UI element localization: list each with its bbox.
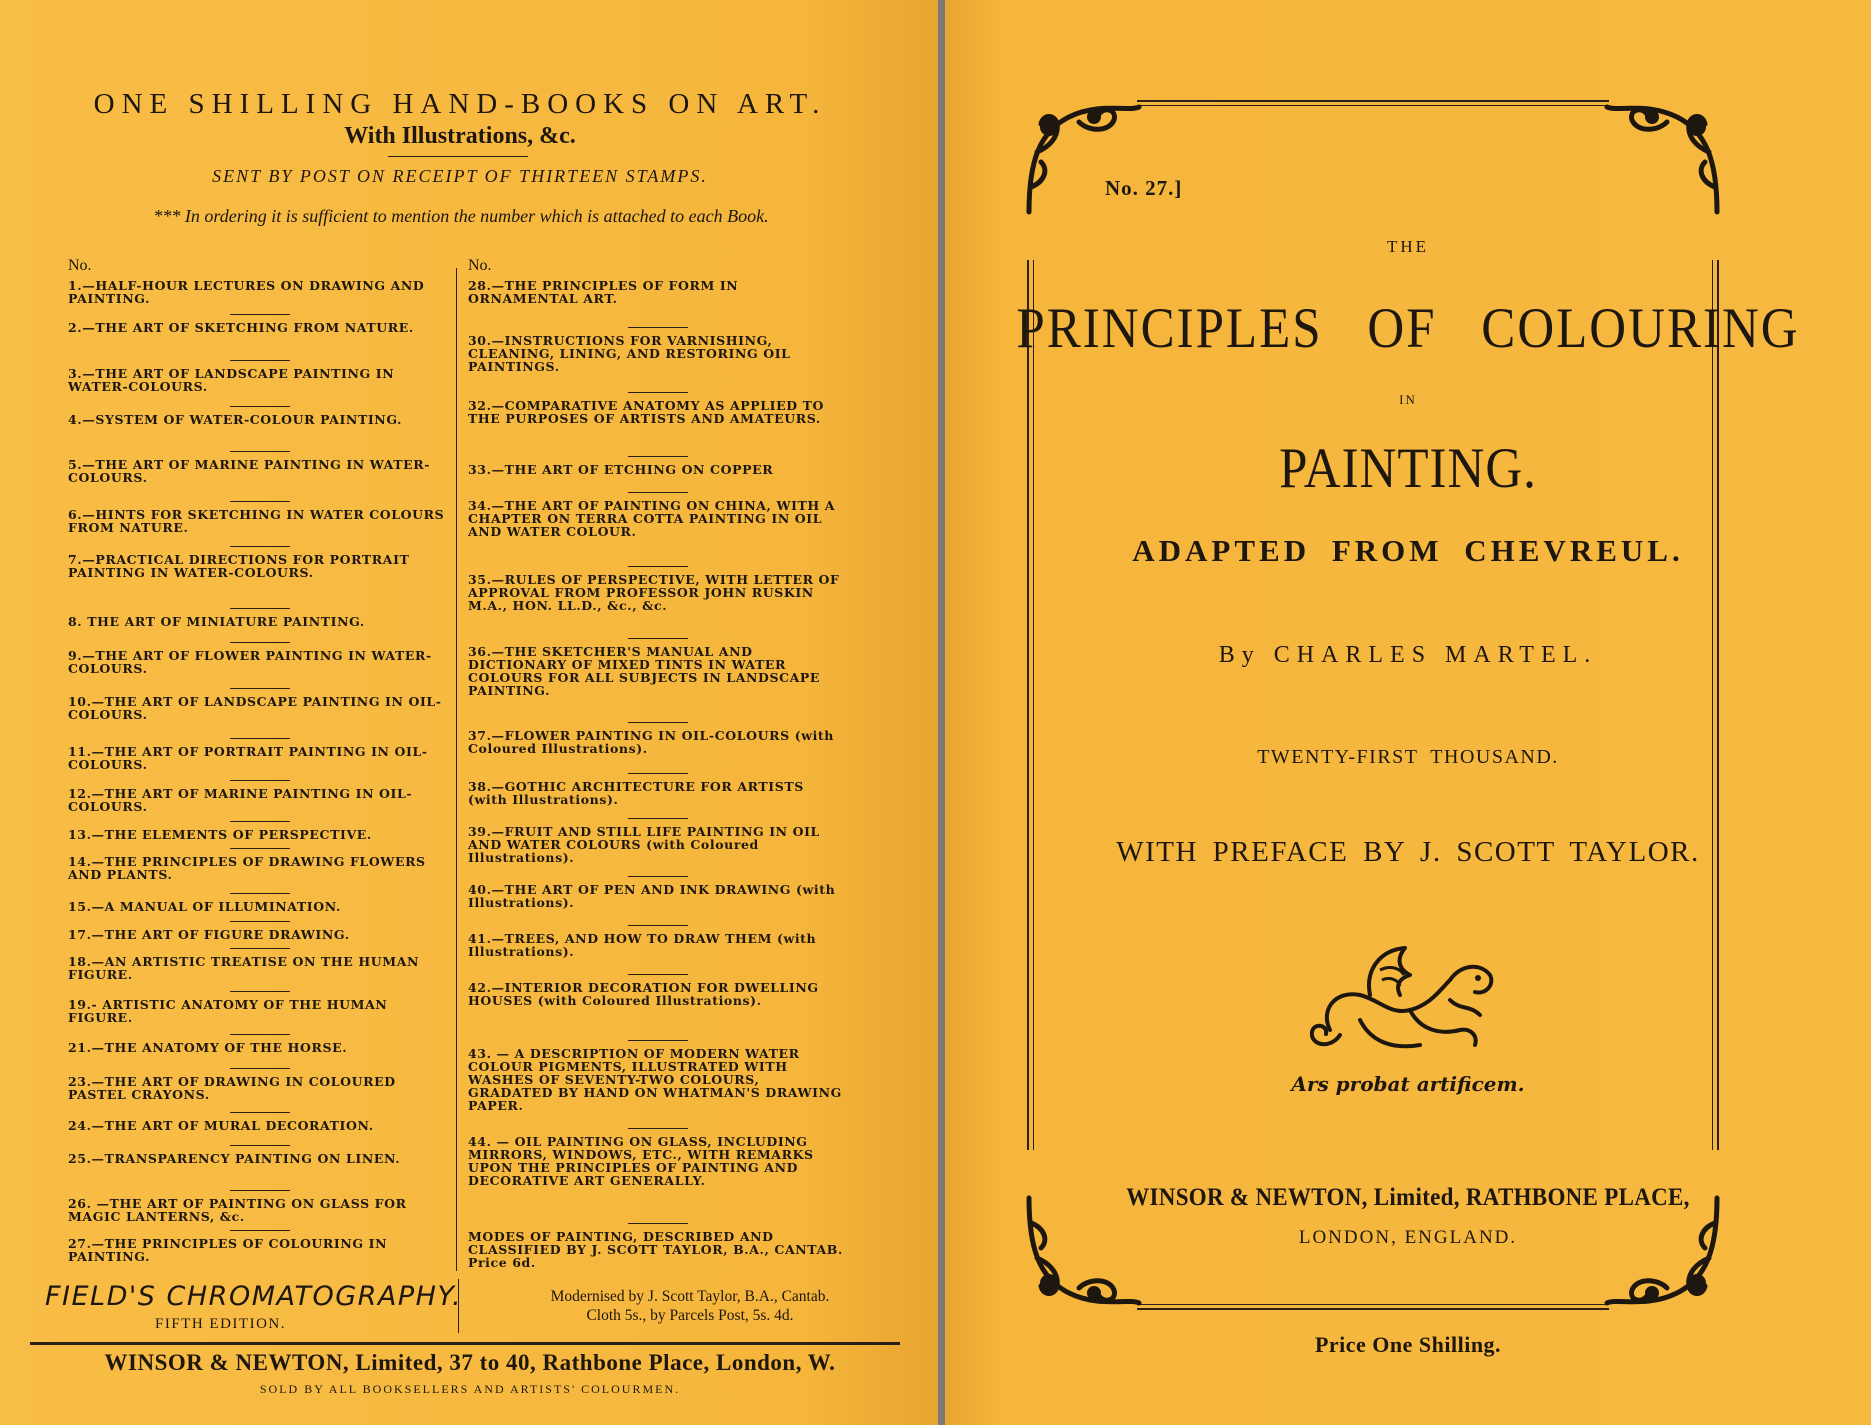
separator-rule	[230, 1145, 290, 1147]
book-title: AN ARTISTIC TREATISE ON THE HUMAN FIGURE.	[68, 954, 420, 982]
book-number: 4.—	[68, 412, 96, 427]
book-number: 17.—	[68, 927, 105, 942]
book-title: THE PRINCIPLES OF COLOURING IN PAINTING.	[68, 1236, 388, 1264]
separator-rule	[230, 1112, 290, 1114]
frame-rule	[1137, 105, 1609, 106]
book-list-item	[68, 1197, 451, 1223]
book-list-item	[68, 321, 451, 334]
book-number: 24.—	[68, 1118, 105, 1133]
book-title: THE ART OF FLOWER PAINTING IN WATER-COLOURS.	[68, 648, 432, 676]
book-list-item	[468, 463, 848, 476]
preface-credit: WITH PREFACE BY J. SCOTT TAYLOR.	[1116, 836, 1700, 868]
separator-rule	[230, 1068, 290, 1070]
book-number: 34.—	[468, 498, 505, 513]
ordering-note: *** In ordering it is sufficient to mention the number which is attached to each Book.	[153, 206, 769, 226]
separator-rule	[628, 974, 688, 976]
ornamental-corner-icon	[1597, 92, 1727, 222]
book-list-item	[68, 615, 451, 628]
book-title: THE ART OF PAINTING ON CHINA, WITH A CHAPTER ON TERRA COTTA PAINTING IN OIL AND WATER COLOUR.	[468, 498, 836, 539]
book-number: No. 27.]	[1105, 176, 1183, 200]
separator-rule	[230, 738, 290, 740]
book-number: 44. —	[468, 1134, 515, 1149]
divider	[30, 1342, 900, 1345]
separator-rule	[230, 948, 290, 950]
book-list-item	[468, 883, 848, 909]
book-title: THE ART OF PEN AND INK DRAWING (with Illustrations).	[468, 882, 836, 910]
book-list-item	[468, 981, 848, 1007]
separator-rule	[628, 1040, 688, 1042]
book-number: 10.—	[68, 694, 105, 709]
separator-rule	[230, 848, 290, 850]
book-title: OIL PAINTING ON GLASS, INCLUDING MIRRORS, WINDOWS, ETC., WITH REMARKS UPON THE PRINCIPLES OF PAINTING AND DECORATIVE ART GENERALLY.	[468, 1134, 814, 1188]
title-article: THE	[1386, 237, 1430, 256]
adapted-from: ADAPTED FROM CHEVREUL.	[1132, 533, 1684, 568]
book-title: THE PRINCIPLES OF FORM IN ORNAMENTAL ART.	[468, 278, 739, 306]
separator-rule	[230, 546, 290, 548]
book-title: THE ART OF LANDSCAPE PAINTING IN WATER-COLOURS.	[68, 366, 395, 394]
ornamental-frame	[1027, 100, 1719, 1310]
title-connector: IN	[1399, 392, 1417, 407]
book-number: 35.—	[468, 572, 505, 587]
book-list-item	[468, 279, 848, 305]
book-list-item	[68, 553, 451, 579]
book-number: 38.—	[468, 779, 505, 794]
fields-desc-line: Modernised by J. Scott Taylor, B.A., Cantab.	[550, 1288, 830, 1305]
book-title: THE ART OF MARINE PAINTING IN OIL-COLOURS.	[68, 786, 413, 814]
book-list-item	[68, 1237, 451, 1263]
fields-description	[470, 1287, 910, 1325]
book-number: 14.—	[68, 854, 105, 869]
separator-rule	[230, 1190, 290, 1192]
separator-rule	[628, 876, 688, 878]
publisher-line-2: LONDON, ENGLAND.	[1298, 1227, 1518, 1248]
separator-rule	[628, 1223, 688, 1225]
series-title: ONE SHILLING HAND-BOOKS ON ART.	[93, 88, 827, 120]
separator-rule	[628, 638, 688, 640]
divider	[388, 156, 528, 157]
separator-rule	[230, 688, 290, 690]
book-number: 41.—	[468, 931, 505, 946]
book-title: HINTS FOR SKETCHING IN WATER COLOURS FROM NATURE.	[68, 507, 445, 535]
separator-rule	[628, 925, 688, 927]
book-title: INSTRUCTIONS FOR VARNISHING, CLEANING, LINING, AND RESTORING OIL PAINTINGS.	[468, 333, 791, 374]
book-list-item	[468, 334, 848, 373]
separator-rule	[230, 451, 290, 453]
separator-rule	[628, 492, 688, 494]
publisher-line-1: WINSOR & NEWTON, Limited, RATHBONE PLACE,	[1126, 1182, 1690, 1211]
book-number: 43. —	[468, 1046, 515, 1061]
book-list-item	[68, 900, 451, 913]
book-number: 3.—	[68, 366, 96, 381]
book-number: 21.—	[68, 1040, 105, 1055]
separator-rule	[628, 818, 688, 820]
book-title: ARTISTIC ANATOMY OF THE HUMAN FIGURE.	[68, 997, 388, 1025]
separator-rule	[230, 642, 290, 644]
book-number: 5.—	[68, 457, 96, 472]
book-title: THE ART OF FIGURE DRAWING.	[104, 927, 350, 942]
book-number: 13.—	[68, 827, 105, 842]
separator-rule	[628, 1128, 688, 1130]
book-list-item	[68, 695, 451, 721]
book-list-item	[68, 828, 451, 841]
book-list-item	[68, 955, 451, 981]
book-title: THE SKETCHER'S MANUAL AND DICTIONARY OF MIXED TINTS IN WATER COLOURS FOR ALL SUBJECTS IN LANDSCAPE PAINTING.	[468, 644, 821, 698]
book-number: 18.—	[68, 954, 105, 969]
divider	[458, 1279, 459, 1333]
separator-rule	[230, 1230, 290, 1232]
ornamental-corner-icon	[1019, 92, 1149, 222]
book-list-item	[68, 1041, 451, 1054]
book-number: 36.—	[468, 644, 505, 659]
book-number: 30.—	[468, 333, 505, 348]
book-list-item	[468, 932, 848, 958]
book-title: MODES OF PAINTING, DESCRIBED AND CLASSIFIED BY J. SCOTT TAYLOR, B.A., CANTAB. Price 6d.	[468, 1229, 843, 1270]
book-title: FLOWER PAINTING IN OIL-COLOURS (with Coloured Illustrations).	[468, 728, 834, 756]
book-title: TRANSPARENCY PAINTING ON LINEN.	[104, 1151, 401, 1166]
post-notice: SENT BY POST ON RECEIPT OF THIRTEEN STAMPS.	[212, 166, 708, 186]
book-list-item	[468, 399, 848, 425]
column-divider	[456, 268, 457, 1271]
separator-rule	[230, 991, 290, 993]
book-number: 32.—	[468, 398, 505, 413]
sold-notice: SOLD BY ALL BOOKSELLERS AND ARTISTS' COLOURMEN.	[259, 1382, 681, 1396]
fields-edition: FIFTH EDITION.	[155, 1316, 286, 1332]
book-title: THE ANATOMY OF THE HORSE.	[104, 1040, 348, 1055]
book-title: A MANUAL OF ILLUMINATION.	[104, 899, 341, 914]
book-title: HALF-HOUR LECTURES ON DRAWING AND PAINTING.	[68, 278, 425, 306]
book-list-item	[68, 367, 451, 393]
separator-rule	[230, 821, 290, 823]
book-title: THE ART OF MINIATURE PAINTING.	[87, 614, 365, 629]
book-list-item	[468, 1135, 848, 1187]
book-title: THE ART OF ETCHING ON COPPER	[504, 462, 774, 477]
book-list-item	[68, 998, 451, 1024]
book-list-item	[468, 1230, 848, 1269]
book-list-item	[68, 649, 451, 675]
separator-rule	[230, 406, 290, 408]
book-list-item	[468, 780, 848, 806]
book-list-item	[68, 787, 451, 813]
book-list-item	[468, 825, 848, 864]
frame-rule	[1137, 100, 1609, 102]
book-number: 9.—	[68, 648, 96, 663]
book-title: RULES OF PERSPECTIVE, WITH LETTER OF APPROVAL FROM PROFESSOR JOHN RUSKIN M.A., HON. LL.D., &c., &c.	[468, 572, 840, 613]
book-list-item	[68, 855, 451, 881]
book-title: THE ART OF DRAWING IN COLOURED PASTEL CRAYONS.	[68, 1074, 396, 1102]
book-number: 11.—	[68, 744, 105, 759]
edition-thousand: TWENTY-FIRST THOUSAND.	[1257, 746, 1559, 768]
separator-rule	[230, 780, 290, 782]
book-list-item	[68, 508, 451, 534]
separator-rule	[230, 893, 290, 895]
separator-rule	[230, 608, 290, 610]
book-title: FRUIT AND STILL LIFE PAINTING IN OIL AND WATER COLOURS (with Coloured Illustrations).	[468, 824, 820, 865]
separator-rule	[628, 566, 688, 568]
book-title: THE PRINCIPLES OF DRAWING FLOWERS AND PLANTS.	[68, 854, 426, 882]
book-list-item	[68, 745, 451, 771]
book-title: TREES, AND HOW TO DRAW THEM (with Illustrations).	[468, 931, 817, 959]
book-title: THE ART OF SKETCHING FROM NATURE.	[95, 320, 414, 335]
book-title: THE ART OF LANDSCAPE PAINTING IN OIL-COLOURS.	[68, 694, 442, 722]
book-number: 33.—	[468, 462, 505, 477]
book-number: 7.—	[68, 552, 96, 567]
book-number: 27.—	[68, 1236, 105, 1251]
separator-rule	[230, 501, 290, 503]
book-number: 1.—	[68, 278, 96, 293]
book-title: THE ART OF MARINE PAINTING IN WATER-COLOURS.	[68, 457, 431, 485]
book-title: THE ART OF PAINTING ON GLASS FOR MAGIC LANTERNS, &c.	[68, 1196, 407, 1224]
book-title-line-2: PAINTING.	[1279, 437, 1537, 501]
book-list-item	[68, 1075, 451, 1101]
frame-rule	[1137, 1304, 1609, 1305]
column-header-right: No.	[468, 257, 492, 274]
separator-rule	[230, 360, 290, 362]
frame-rule	[1137, 1308, 1609, 1310]
book-list-item	[68, 279, 451, 305]
book-title: A DESCRIPTION OF MODERN WATER COLOUR PIGMENTS, ILLUSTRATED WITH WASHES OF SEVENTY-TWO COLOURS, GRADATED BY HAND ON WHATMAN'S DRAWING PAPER.	[468, 1046, 842, 1113]
publisher-imprint: WINSOR & NEWTON, Limited, 37 to 40, Rathbone Place, London, W.	[104, 1350, 836, 1375]
book-title: GOTHIC ARCHITECTURE FOR ARTISTS (with Illustrations).	[468, 779, 804, 807]
book-list-item	[68, 1119, 451, 1132]
separator-rule	[628, 456, 688, 458]
book-number: 15.—	[68, 899, 105, 914]
series-subtitle: With Illustrations, &c.	[344, 123, 576, 149]
book-number: 40.—	[468, 882, 505, 897]
column-header-left: No.	[68, 257, 92, 274]
book-title-line-1: PRINCIPLES OF COLOURING	[1016, 297, 1800, 361]
book-number: 42.—	[468, 980, 505, 995]
book-number: 19.-	[68, 997, 103, 1012]
book-number: 28.—	[468, 278, 505, 293]
book-title: THE ART OF MURAL DECORATION.	[104, 1118, 374, 1133]
separator-rule	[230, 314, 290, 316]
book-title: PRACTICAL DIRECTIONS FOR PORTRAIT PAINTING IN WATER-COLOURS.	[68, 552, 410, 580]
book-number: 23.—	[68, 1074, 105, 1089]
griffin-emblem-icon	[1300, 940, 1500, 1062]
book-title: THE ELEMENTS OF PERSPECTIVE.	[104, 827, 372, 842]
book-number: 39.—	[468, 824, 505, 839]
motto: Ars probat artificem.	[1291, 1072, 1525, 1096]
book-title: THE ART OF PORTRAIT PAINTING IN OIL-COLOURS.	[68, 744, 428, 772]
book-number: 37.—	[468, 728, 505, 743]
book-number: 12.—	[68, 786, 105, 801]
book-list-item	[468, 573, 848, 612]
separator-rule	[628, 773, 688, 775]
book-number: 8.	[68, 614, 88, 629]
book-list-item	[68, 1152, 451, 1165]
separator-rule	[230, 921, 290, 923]
book-title: SYSTEM OF WATER-COLOUR PAINTING.	[95, 412, 403, 427]
book-list-item	[468, 1047, 848, 1112]
separator-rule	[628, 392, 688, 394]
price: Price One Shilling.	[1314, 1332, 1502, 1357]
book-list-item	[68, 928, 451, 941]
book-title: COMPARATIVE ANATOMY AS APPLIED TO THE PURPOSES OF ARTISTS AND AMATEURS.	[468, 398, 825, 426]
fields-chromatography-title: FIELD'S CHROMATOGRAPHY.	[45, 1281, 463, 1312]
book-list-item	[68, 413, 451, 426]
author: By CHARLES MARTEL.	[1218, 642, 1598, 668]
book-list-item	[468, 499, 848, 538]
book-list-item	[468, 645, 848, 697]
book-list-item	[468, 729, 848, 755]
book-number: 6.—	[68, 507, 96, 522]
book-title: INTERIOR DECORATION FOR DWELLING HOUSES (with Coloured Illustrations).	[468, 980, 819, 1008]
separator-rule	[230, 1034, 290, 1036]
book-number: 2.—	[68, 320, 96, 335]
book-number: 25.—	[68, 1151, 105, 1166]
fields-desc-line: Cloth 5s., by Parcels Post, 5s. 4d.	[586, 1307, 794, 1324]
book-number: 26. —	[68, 1196, 110, 1211]
separator-rule	[628, 722, 688, 724]
separator-rule	[628, 327, 688, 329]
book-list-item	[68, 458, 451, 484]
front-cover	[945, 0, 1871, 1425]
